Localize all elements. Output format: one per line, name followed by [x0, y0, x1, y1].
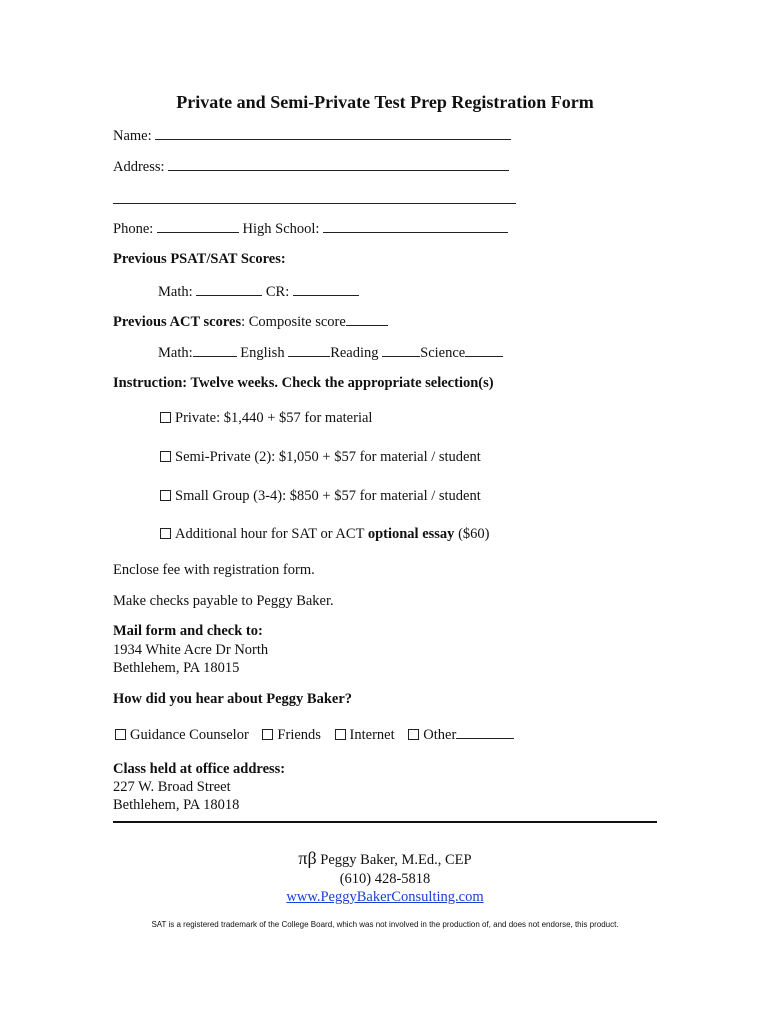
other-field[interactable]: [456, 726, 514, 739]
guidance-checkbox[interactable]: [115, 729, 126, 740]
divider: [113, 821, 657, 823]
act-composite-field[interactable]: [346, 313, 388, 326]
phone-label: Phone:: [113, 221, 154, 237]
act-english-field[interactable]: [288, 344, 330, 357]
act-composite-label: : Composite score: [241, 314, 346, 330]
mail-heading: Mail form and check to:: [113, 623, 263, 639]
psat-cr-label: CR:: [265, 284, 290, 300]
phone-row: [113, 220, 508, 238]
address-field-2[interactable]: [113, 191, 516, 204]
website-link[interactable]: www.PeggyBakerConsulting.com: [286, 889, 484, 905]
psat-scores-row: [158, 283, 359, 301]
option-essay: [160, 526, 489, 543]
hear-option-label: Friends: [277, 727, 321, 743]
highschool-field[interactable]: [323, 220, 508, 233]
name-label: Name:: [113, 128, 152, 144]
option-label: Small Group (3-4): $850 + $57 for material / student: [175, 488, 481, 504]
semi-private-checkbox[interactable]: [160, 451, 171, 462]
address-label: Address:: [113, 159, 165, 175]
mail-line-1: 1934 White Acre Dr North: [113, 642, 269, 658]
act-scores-row: [158, 344, 503, 362]
instruction-heading: Instruction: Twelve weeks. Check the appropriate selection(s): [113, 375, 494, 391]
footer-contact: [0, 848, 770, 869]
hear-option-label: Internet: [349, 727, 395, 743]
act-heading: Previous ACT scores: [113, 314, 242, 330]
psat-cr-field[interactable]: [293, 283, 359, 296]
footer-name: Peggy Baker, M.Ed., CEP: [320, 852, 472, 868]
act-reading-label: Reading: [330, 345, 379, 361]
option-small-group: [160, 488, 481, 505]
essay-suffix: ($60): [454, 526, 490, 542]
name-field[interactable]: [155, 127, 511, 140]
act-english-label: English: [240, 345, 285, 361]
essay-bold: optional essay: [367, 526, 455, 542]
address-row: [113, 158, 509, 176]
essay-prefix: Additional hour for SAT or ACT: [175, 526, 368, 542]
option-label: Private: $1,440 + $57 for material: [175, 410, 373, 426]
enclose-text: Enclose fee with registration form.: [113, 562, 315, 578]
option-label: Semi-Private (2): $1,050 + $57 for material / student: [175, 449, 481, 465]
act-math-label: Math:: [158, 345, 193, 361]
footer-phone: (610) 428-5818: [339, 871, 431, 887]
office-line-1: 227 W. Broad Street: [113, 779, 231, 795]
psat-math-label: Math:: [158, 284, 193, 300]
internet-checkbox[interactable]: [335, 729, 346, 740]
mail-line-2: Bethlehem, PA 18015: [113, 660, 240, 676]
address-field[interactable]: [168, 158, 509, 171]
act-science-label: Science: [420, 345, 466, 361]
phone-field[interactable]: [157, 220, 239, 233]
friends-checkbox[interactable]: [262, 729, 273, 740]
act-science-field[interactable]: [465, 344, 503, 357]
footer-website-row: [0, 889, 770, 906]
psat-heading: Previous PSAT/SAT Scores:: [113, 251, 286, 267]
highschool-label: High School:: [242, 221, 320, 237]
hear-heading: How did you hear about Peggy Baker?: [113, 691, 353, 707]
private-checkbox[interactable]: [160, 412, 171, 423]
small-group-checkbox[interactable]: [160, 490, 171, 501]
other-checkbox[interactable]: [408, 729, 419, 740]
hear-option-label: Other: [423, 727, 457, 743]
act-math-field[interactable]: [193, 344, 237, 357]
option-private: [160, 410, 372, 427]
act-row: [113, 313, 388, 331]
psat-math-field[interactable]: [196, 283, 262, 296]
act-reading-field[interactable]: [382, 344, 420, 357]
disclaimer: SAT is a registered trademark of the College Board, which was not involved in the production of, and does not endorse, this product.: [151, 920, 619, 929]
office-heading: Class held at office address:: [113, 761, 286, 777]
office-line-2: Bethlehem, PA 18018: [113, 797, 240, 813]
logo-icon: πβ: [298, 848, 317, 868]
checks-text: Make checks payable to Peggy Baker.: [113, 593, 334, 609]
hear-options-row: [115, 726, 514, 744]
essay-checkbox[interactable]: [160, 528, 171, 539]
name-row: [113, 127, 511, 145]
hear-option-label: Guidance Counselor: [130, 727, 249, 743]
page-title: Private and Semi-Private Test Prep Registration Form: [176, 92, 594, 112]
option-semi-private: [160, 449, 481, 466]
address-row-2: [113, 191, 516, 209]
